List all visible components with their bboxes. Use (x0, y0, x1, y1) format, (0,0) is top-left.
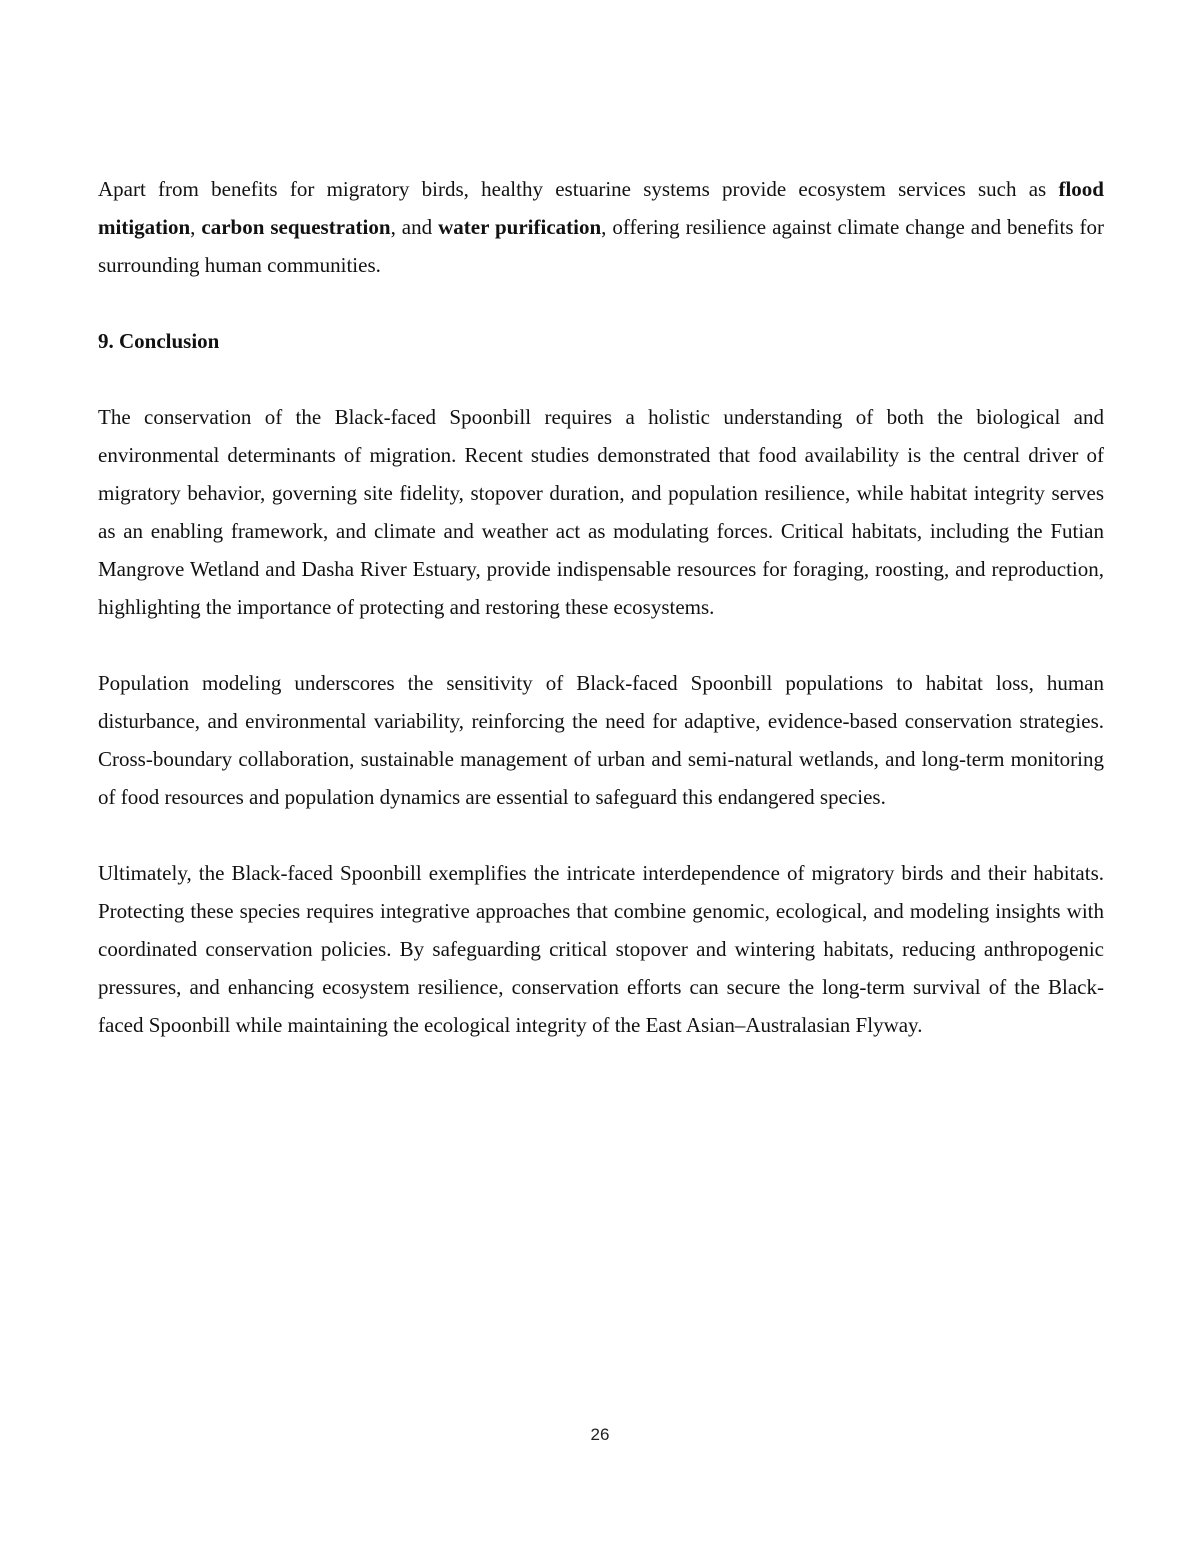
conclusion-paragraph-2: Population modeling underscores the sensitivity of Black-faced Spoonbill populations to habitat loss, human disturbance, and environmental variability, reinforcing the need for adaptive, evidence-based conservation strategies. Cross-boundary collaboration, sustainable management of urban and semi-natural wetlands, and long-term monitoring of food resources and population dynamics are essential to safeguard this endangered species. (98, 671, 1104, 809)
conclusion-paragraph-3: Ultimately, the Black-faced Spoonbill exemplifies the intricate interdependence of migratory birds and their habitats. Protecting these species requires integrative approaches that combine genomic, ecological, and modeling insights with coordinated conservation policies. By safeguarding critical stopover and wintering habitats, reducing anthropogenic pressures, and enhancing ecosystem resilience, conservation efforts can secure the long-term survival of the Black-faced Spoonbill while maintaining the ecological integrity of the East Asian–Australasian Flyway. (98, 861, 1104, 1037)
text-run: , offering resilience against climate change and benefits for surrounding human communities. (98, 215, 1104, 277)
text-run: , and (390, 215, 439, 239)
intro-paragraph (98, 170, 1104, 284)
bold-term-flood-mitigation: flood mitigation (98, 177, 1104, 239)
document-page (98, 170, 1104, 1082)
conclusion-paragraph-1: The conservation of the Black-faced Spoonbill requires a holistic understanding of both the biological and environmental determinants of migration. Recent studies demonstrated that food availability is the central driver of migratory behavior, governing site fidelity, stopover duration, and population resilience, while habitat integrity serves as an enabling framework, and climate and weather act as modulating forces. Critical habitats, including the Futian Mangrove Wetland and Dasha River Estuary, provide indispensable resources for foraging, roosting, and reproduction, highlighting the importance of protecting and restoring these ecosystems. (98, 405, 1104, 619)
text-run: Apart from benefits for migratory birds, healthy estuarine systems provide ecosystem services such as (98, 177, 1059, 201)
page-number: 26 (590, 1425, 610, 1444)
bold-term-water-purification: water purification (438, 215, 602, 239)
text-run: , (190, 215, 202, 239)
section-heading: 9. Conclusion (98, 329, 220, 353)
bold-term-carbon-sequestration: carbon sequestration (201, 215, 391, 239)
